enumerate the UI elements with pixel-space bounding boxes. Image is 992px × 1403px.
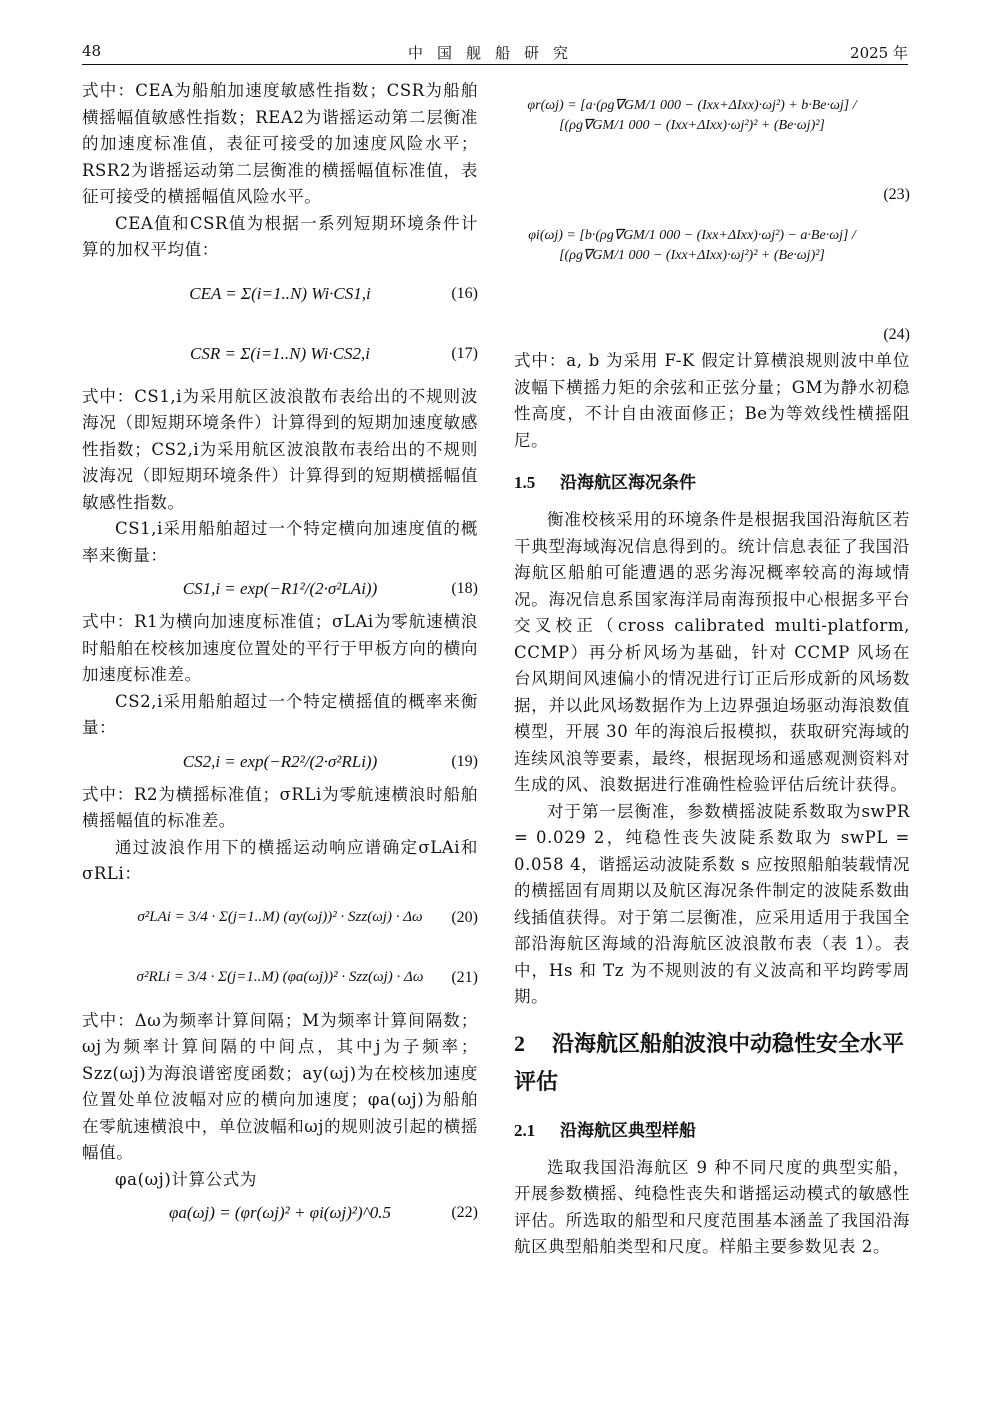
section-title: 沿海航区船舶波浪中动稳性安全水平评估 bbox=[514, 1031, 905, 1095]
equation-body: CEA = Σ(i=1..N) Wi·CS1,i bbox=[189, 283, 371, 303]
equation-number: (23) bbox=[883, 186, 910, 203]
journal-name: 中国舰船研究 bbox=[407, 44, 582, 62]
equation-body: σ²LAi = 3/4 · Σ(j=1..M) (ay(ωj))² · Szz(ωj) · Δω bbox=[137, 909, 423, 925]
equation-number: (16) bbox=[451, 284, 478, 302]
paragraph: 选取我国沿海航区 9 种不同尺度的典型实船，开展参数横摇、纯稳性丧失和谐摇运动模式的敏感性评估。所选取的船型和尺度范围基本涵盖了我国沿海航区典型船舶类型和尺度。样船主要参数见表 2。 bbox=[514, 1157, 910, 1256]
equation-number: (18) bbox=[451, 580, 478, 597]
page-header bbox=[82, 42, 908, 64]
equation-16 bbox=[82, 264, 478, 324]
paragraph: 对于第一层衡准，参数横摇波陡系数取为swPR = 0.029 2，纯稳性丧失波陡系数取为 swPL = 0.058 4，谐摇运动波陡系数 s 应按照船舶装载情况的横摇固有周期以及航区海况条件制定的波陡系数曲线插值获得。对于第二层衡准，应采用适用于我国全部沿海航区海域的沿海航区波浪散布表（表 1）。表中，Hs 和 Tz 为不规则波的有义波高和平均跨零周期。 bbox=[514, 801, 910, 1006]
equation-body: CS1,i = exp(−R1²/(2·σ²LAi)) bbox=[182, 579, 378, 598]
equation-body: CS2,i = exp(−R2²/(2·σ²RLi)) bbox=[182, 751, 378, 771]
equation-21 bbox=[82, 948, 478, 1008]
paragraph: CEA值和CSR值为根据一系列短期环境条件计算的加权平均值： bbox=[82, 213, 478, 259]
paragraph: 衡准校核采用的环境条件是根据我国沿海航区若干典型海域海况信息得到的。统计信息表征了我国沿海航区船舶可能遭遇的恶劣海况概率较高的海域情况。海况信息系国家海洋局南海预报中心根据多平台交叉校正（cross calibrated multi-platform, CCMP）再分析风场为基础，针对 CCMP 风场在台风期间风速偏小的情况进行订正后形成新的风场数据，并以此风场数据作为上边界强迫场驱动海浪数值模型，开展 30 年的海浪后报模拟，获取研究海域的连续风浪等要素，最终，根据现场和遥感观测资料对生成的风、浪数据进行准确性检验评估后统计获得。 bbox=[514, 510, 910, 794]
equation-body: φr(ωj) = [a·(ρg∇GM/1 000 − (Ixx+ΔIxx)·ωj²) + b·Be·ωj] / [(ρg∇GM/1 000 − (Ixx+ΔIxx)·ωj²)² + (Be·ωj)²] bbox=[527, 98, 857, 133]
paragraph: 式中：Δω为频率计算间隔；M为频率计算间隔数；ωj为频率计算间隔的中间点，其中j为子频率；Szz(ωj)为海浪谱密度函数；ay(ωj)为在校核加速度位置处单位波幅对应的横向加速度；φa(ωj)为船舶在零航速横浪中，单位波幅和ωj的规则波引起的横摇幅值。 bbox=[82, 1010, 478, 1162]
equation-24 bbox=[514, 208, 910, 348]
equation-22 bbox=[82, 1193, 478, 1233]
paragraph: CS1,i采用船舶超过一个特定横向加速度值的概率来衡量： bbox=[82, 519, 478, 565]
journal-year: 2025 年 bbox=[850, 44, 908, 62]
paragraph: 式中：R1为横向加速度标准值；σLAi为零航速横浪时船舶在校核加速度位置处的平行于甲板方向的横向加速度标准差。 bbox=[82, 612, 478, 684]
equation-17 bbox=[82, 324, 478, 384]
equation-23 bbox=[514, 78, 910, 208]
section-number: 1.5 bbox=[514, 473, 536, 492]
left-column bbox=[82, 78, 478, 1233]
section-title: 沿海航区海况条件 bbox=[560, 473, 696, 493]
section-heading-2-1 bbox=[514, 1116, 910, 1141]
section-heading-1-5 bbox=[514, 468, 910, 493]
section-heading-2 bbox=[514, 1025, 910, 1102]
equation-body: φi(ωj) = [b·(ρg∇GM/1 000 − (Ixx+ΔIxx)·ωj²) − a·Be·ωj] / [(ρg∇GM/1 000 − (Ixx+ΔIxx)·ωj²)² + (Be·ωj)²] bbox=[528, 228, 856, 263]
equation-number: (20) bbox=[451, 908, 478, 926]
equation-number: (17) bbox=[451, 344, 478, 362]
page-number: 48 bbox=[82, 42, 102, 60]
paragraph: 式中：a, b 为采用 F-K 假定计算横浪规则波中单位波幅下横摇力矩的余弦和正弦分量；GM为静水初稳性高度，不计自由液面修正；Be为等效线性横摇阻尼。 bbox=[514, 351, 910, 450]
equation-number: (21) bbox=[451, 968, 478, 986]
paragraph: 式中：CS1,i为采用航区波浪散布表给出的不规则波海况（即短期环境条件）计算得到的短期加速度敏感性指数；CS2,i为采用航区波浪散布表给出的不规则波海况（即短期环境条件）计算得到的短期横摇幅值敏感性指数。 bbox=[82, 386, 478, 512]
paragraph: 通过波浪作用下的横摇运动响应谱确定σLAi和σRLi： bbox=[82, 837, 478, 883]
equation-18 bbox=[82, 569, 478, 609]
equation-number: (24) bbox=[883, 326, 910, 343]
section-title: 沿海航区典型样船 bbox=[560, 1120, 696, 1141]
equation-20 bbox=[82, 888, 478, 948]
equation-number: (19) bbox=[451, 752, 478, 770]
section-number: 2.1 bbox=[514, 1120, 536, 1140]
paragraph: 式中：R2为横摇标准值；σRLi为零航速横浪时船舶横摇幅值的标准差。 bbox=[82, 784, 478, 830]
section-number: 2 bbox=[514, 1030, 525, 1056]
header-rule bbox=[82, 64, 908, 65]
equation-number: (22) bbox=[451, 1204, 478, 1221]
paragraph: 式中：CEA为船舶加速度敏感性指数；CSR为船舶横摇幅值敏感性指数；REA2为谐摇运动第二层衡准的加速度标准值，表征可接受的加速度风险水平；RSR2为谐摇运动第二层衡准的横摇幅值标准值，表征可接受的横摇幅值风险水平。 bbox=[82, 81, 478, 206]
equation-19 bbox=[82, 742, 478, 782]
right-column bbox=[514, 78, 910, 1261]
paragraph: φa(ωj)计算公式为 bbox=[115, 1169, 257, 1189]
paragraph: CS2,i采用船舶超过一个特定横摇值的概率来衡量： bbox=[82, 691, 478, 737]
equation-body: φa(ωj) = (φr(ωj)² + φi(ωj)²)^0.5 bbox=[168, 1203, 392, 1222]
equation-body: CSR = Σ(i=1..N) Wi·CS2,i bbox=[190, 343, 370, 363]
equation-body: σ²RLi = 3/4 · Σ(j=1..M) (φa(ωj))² · Szz(ωj) · Δω bbox=[136, 969, 424, 985]
